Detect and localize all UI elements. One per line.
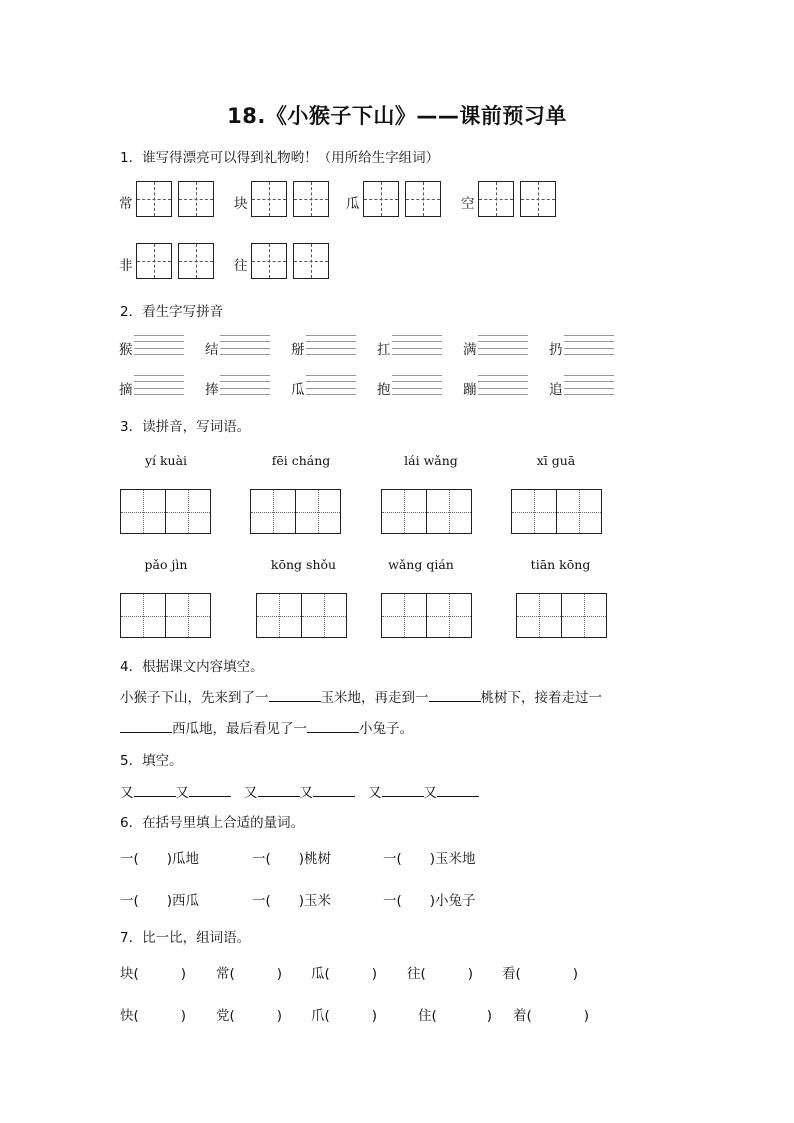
q7-close: ) <box>276 966 283 982</box>
tianzige-box[interactable] <box>363 181 399 217</box>
pinyin-label: xī guā <box>536 453 576 468</box>
q7-close: ) <box>486 1008 493 1024</box>
fill-blank[interactable] <box>134 782 176 797</box>
q1-char: 瓜 <box>346 196 360 212</box>
pinyin-label: tiān kōng <box>530 557 591 572</box>
q1-char: 往 <box>234 258 248 274</box>
q7-item <box>120 1004 186 1024</box>
word-box[interactable] <box>256 593 347 638</box>
q6-suffix: )玉米地 <box>429 851 476 867</box>
q6-prefix: 一( <box>252 893 271 909</box>
pinyin-writing-lines[interactable] <box>134 335 184 355</box>
tianzige-box[interactable] <box>293 243 329 279</box>
q2-char: 抱 <box>377 382 391 398</box>
q1-char: 块 <box>234 196 248 212</box>
q4-text: 桃树下，接着走过一 <box>480 690 602 706</box>
q7-item <box>513 1004 589 1024</box>
word-box[interactable] <box>381 593 472 638</box>
q2-char: 捧 <box>205 382 219 398</box>
question-6-prompt: 6．在括号里填上合适的量词。 <box>120 815 305 831</box>
q6-item <box>252 889 331 909</box>
q7-close: ) <box>467 966 474 982</box>
question-5-prompt: 5．填空。 <box>120 753 183 769</box>
q4-text: 小兔子。 <box>359 721 413 737</box>
q7-item <box>216 1004 282 1024</box>
word-box[interactable] <box>381 489 472 534</box>
you-char: 又 <box>299 785 313 801</box>
q6-item <box>383 889 476 909</box>
fill-blank[interactable] <box>269 687 321 702</box>
q7-char: 看( <box>502 966 521 982</box>
q6-suffix: )小兔子 <box>429 893 476 909</box>
q6-suffix: )桃树 <box>298 851 332 867</box>
q2-char: 猴 <box>119 342 133 358</box>
pinyin-writing-lines[interactable] <box>564 335 614 355</box>
word-box[interactable] <box>120 593 211 638</box>
pinyin-writing-lines[interactable] <box>392 375 442 395</box>
q2-char: 结 <box>205 342 219 358</box>
q2-char: 扔 <box>549 342 563 358</box>
question-4-prompt: 4．根据课文内容填空。 <box>120 659 264 675</box>
tianzige-box[interactable] <box>136 243 172 279</box>
q7-close: ) <box>180 966 187 982</box>
pinyin-label: pǎo jìn <box>144 557 188 572</box>
you-char: 又 <box>244 785 258 801</box>
pinyin-writing-lines[interactable] <box>392 335 442 355</box>
pinyin-writing-lines[interactable] <box>478 335 528 355</box>
q7-close: ) <box>180 1008 187 1024</box>
fill-blank[interactable] <box>437 782 479 797</box>
q5-row <box>120 781 479 801</box>
fill-blank[interactable] <box>307 718 359 733</box>
q7-item <box>311 1004 377 1024</box>
question-7-prompt: 7．比一比，组词语。 <box>120 930 251 946</box>
tianzige-box[interactable] <box>520 181 556 217</box>
tianzige-box[interactable] <box>293 181 329 217</box>
q2-char: 满 <box>463 342 477 358</box>
tianzige-box[interactable] <box>136 181 172 217</box>
q6-item <box>120 847 199 867</box>
q7-char: 常( <box>216 966 235 982</box>
q2-char: 追 <box>549 382 563 398</box>
question-2-prompt: 2．看生字写拼音 <box>120 304 224 320</box>
q7-char: 爪( <box>311 1008 330 1024</box>
question-1-prompt: 1．谁写得漂亮可以得到礼物哟！（用所给生字组词） <box>120 150 440 166</box>
q2-char: 蹦 <box>463 382 477 398</box>
word-box[interactable] <box>120 489 211 534</box>
fill-blank[interactable] <box>313 782 355 797</box>
pinyin-label: wǎng qián <box>388 557 454 572</box>
q1-char: 常 <box>119 196 133 212</box>
pinyin-label: yí kuài <box>144 453 188 468</box>
q7-close: ) <box>371 1008 378 1024</box>
tianzige-box[interactable] <box>405 181 441 217</box>
pinyin-writing-lines[interactable] <box>220 375 270 395</box>
q6-item <box>252 847 331 867</box>
page-title: 18.《小猴子下山》——课前预习单 <box>227 104 567 128</box>
q6-item <box>383 847 476 867</box>
tianzige-box[interactable] <box>478 181 514 217</box>
tianzige-box[interactable] <box>178 243 214 279</box>
q7-char: 快( <box>120 1008 139 1024</box>
pinyin-label: lái wǎng <box>404 453 458 468</box>
q4-text: 玉米地，再走到一 <box>320 690 429 706</box>
q6-prefix: 一( <box>383 893 402 909</box>
you-char: 又 <box>423 785 437 801</box>
q4-line-2 <box>120 717 413 737</box>
pinyin-label: kōng shǒu <box>270 557 337 572</box>
q7-item <box>407 962 473 982</box>
q7-item <box>502 962 578 982</box>
pinyin-writing-lines[interactable] <box>306 335 356 355</box>
q7-char: 住( <box>418 1008 437 1024</box>
q7-item <box>216 962 282 982</box>
pinyin-writing-lines[interactable] <box>564 375 614 395</box>
word-box[interactable] <box>511 489 602 534</box>
fill-blank[interactable] <box>429 687 481 702</box>
q2-char: 掰 <box>291 342 305 358</box>
q6-prefix: 一( <box>120 893 139 909</box>
pinyin-writing-lines[interactable] <box>306 375 356 395</box>
fill-blank[interactable] <box>189 782 231 797</box>
fill-blank[interactable] <box>382 782 424 797</box>
q4-text: 西瓜地，最后看见了一 <box>172 721 307 737</box>
pinyin-writing-lines[interactable] <box>220 335 270 355</box>
word-box[interactable] <box>250 489 341 534</box>
q6-prefix: 一( <box>383 851 402 867</box>
q6-suffix: )玉米 <box>298 893 332 909</box>
q7-close: ) <box>371 966 378 982</box>
q7-item <box>418 1004 492 1024</box>
q4-line-1 <box>120 686 602 706</box>
tianzige-box[interactable] <box>178 181 214 217</box>
pinyin-writing-lines[interactable] <box>134 375 184 395</box>
question-3-prompt: 3．读拼音，写词语。 <box>120 419 251 435</box>
q7-char: 着( <box>513 1008 532 1024</box>
q7-item <box>120 962 186 982</box>
tianzige-box[interactable] <box>251 181 287 217</box>
q7-char: 瓜( <box>311 966 330 982</box>
q7-close: ) <box>572 966 579 982</box>
word-box[interactable] <box>516 593 607 638</box>
q2-char: 扛 <box>377 342 391 358</box>
q4-text: 小猴子下山，先来到了一 <box>120 690 269 706</box>
q2-char: 瓜 <box>291 382 305 398</box>
q6-prefix: 一( <box>252 851 271 867</box>
q7-close: ) <box>583 1008 590 1024</box>
q2-char: 摘 <box>119 382 133 398</box>
q6-suffix: )西瓜 <box>166 893 200 909</box>
q6-suffix: )瓜地 <box>166 851 200 867</box>
q7-close: ) <box>276 1008 283 1024</box>
pinyin-writing-lines[interactable] <box>478 375 528 395</box>
you-char: 又 <box>120 785 134 801</box>
you-char: 又 <box>175 785 189 801</box>
q1-char: 空 <box>461 196 475 212</box>
q7-char: 往( <box>407 966 426 982</box>
q7-char: 党( <box>216 1008 235 1024</box>
q6-prefix: 一( <box>120 851 139 867</box>
fill-blank[interactable] <box>120 718 172 733</box>
q6-item <box>120 889 199 909</box>
q7-char: 块( <box>120 966 139 982</box>
q1-char: 非 <box>119 258 133 274</box>
fill-blank[interactable] <box>258 782 300 797</box>
pinyin-label: fēi cháng <box>271 453 331 468</box>
tianzige-box[interactable] <box>251 243 287 279</box>
q7-item <box>311 962 377 982</box>
you-char: 又 <box>368 785 382 801</box>
